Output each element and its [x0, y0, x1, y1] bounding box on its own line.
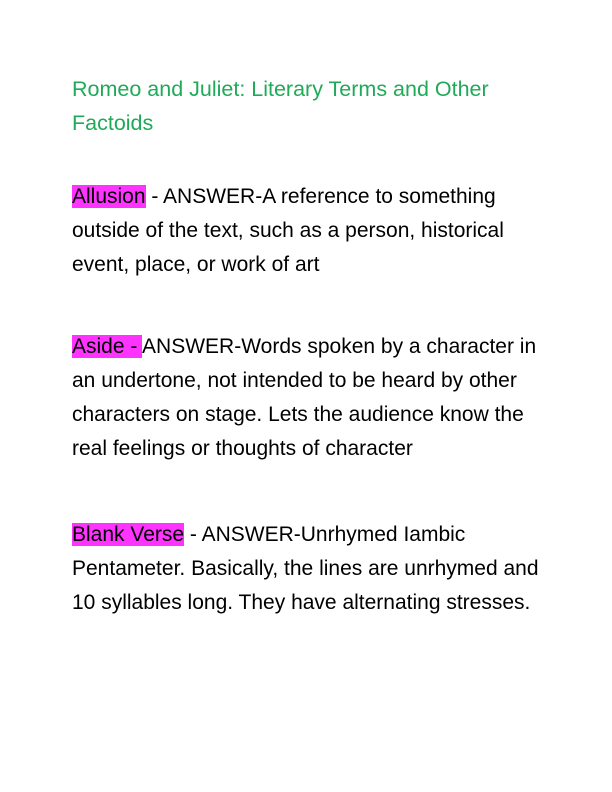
definition-allusion: - ANSWER-A reference to something outside of the text, such as a person, historical event, place, or work of art	[72, 185, 504, 276]
term-allusion: Allusion	[72, 185, 146, 208]
definition-aside: ANSWER-Words spoken by a character in an undertone, not intended to be heard by other characters on stage. Lets the audience know the real feelings or thoughts of character	[72, 335, 537, 460]
term-entry-allusion	[72, 180, 552, 282]
term-entry-aside	[72, 330, 552, 466]
term-aside: Aside -	[72, 335, 143, 358]
term-entry-blank-verse	[72, 518, 552, 620]
term-blank-verse: Blank Verse	[72, 523, 185, 546]
definition-blank-verse: - ANSWER-Unrhymed Iambic Pentameter. Basically, the lines are unrhymed and 10 syllables long. They have alternating stresses.	[72, 523, 539, 614]
document-title: Romeo and Juliet: Literary Terms and Other Factoids	[72, 77, 489, 135]
